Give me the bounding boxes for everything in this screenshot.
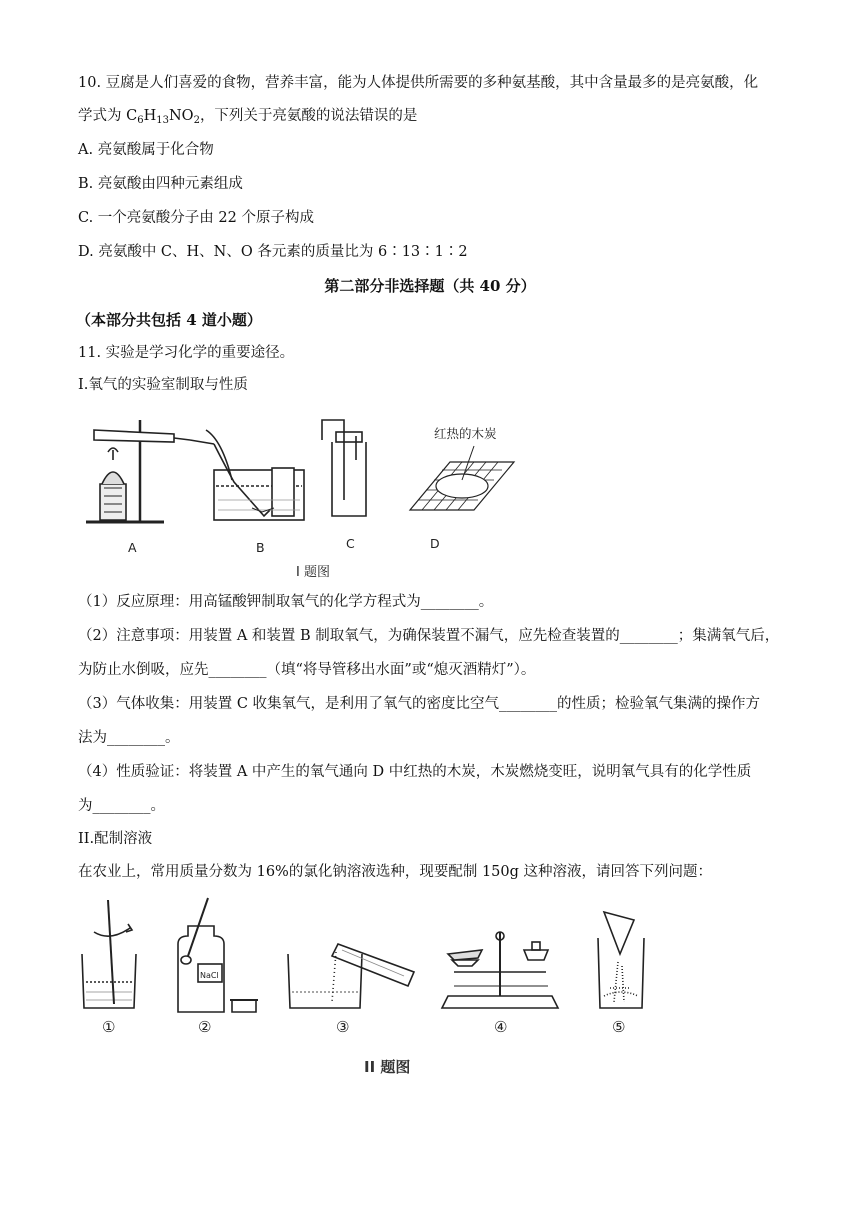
step1-stirring-illustration (82, 900, 136, 1008)
q10-option-c: C. 一个亮氨酸分子由 22 个原子构成 (78, 210, 314, 226)
part2-title: 第二部分非选择题（共 40 分） (324, 277, 536, 295)
label-c: C (346, 536, 355, 551)
q11-sub1: （1）反应原理：用高锰酸钾制取氧气的化学方程式为________。 (78, 594, 494, 610)
label-d: D (430, 536, 440, 551)
q11-stem: 11. 实验是学习化学的重要途径。 (78, 345, 295, 361)
q11-sub3-line1: （3）气体收集：用装置 C 收集氧气，是利用了氧气的密度比空气________的性质；检验氧气集满的操作方 (78, 696, 761, 712)
step-label-3: ③ (336, 1018, 350, 1036)
figure-solution-preparation (74, 892, 654, 1080)
label-red-hot-charcoal: 红热的木炭 (434, 426, 497, 441)
apparatus-d-illustration (410, 446, 514, 510)
formula-sub-o: 2 (193, 115, 200, 126)
nacl-bottle-label: NaCl (200, 971, 219, 980)
figure1-caption: I 题图 (296, 565, 330, 580)
apparatus-c-illustration (322, 420, 366, 516)
label-b: B (256, 540, 265, 555)
step-label-1: ① (102, 1018, 116, 1036)
q11-section2-title: II.配制溶液 (78, 831, 153, 847)
formula-no: NO (168, 108, 194, 124)
q11-sub4-line2: 为________。 (78, 798, 165, 814)
step5-adding-solid-illustration (598, 912, 644, 1008)
q10-option-a: A. 亮氨酸属于化合物 (78, 142, 214, 158)
q10-stem-pre: 学式为 C (78, 108, 138, 124)
q11-section1-title: I.氧气的实验室制取与性质 (78, 377, 248, 393)
apparatus-a-illustration (86, 420, 214, 522)
q11-sub2-line1: （2）注意事项：用装置 A 和装置 B 制取氧气，为确保装置不漏气，应先检查装置的________；集满氧气后， (78, 628, 780, 644)
q11-sub3-line2: 法为________。 (78, 730, 180, 746)
figure-oxygen-apparatus (74, 400, 524, 582)
q10-stem-post: ，下列关于亮氨酸的说法错误的是 (199, 108, 418, 124)
step-label-2: ② (198, 1018, 212, 1036)
formula-sub-h: 13 (156, 115, 169, 126)
q10-option-b: B. 亮氨酸由四种元素组成 (78, 176, 243, 192)
step3-pouring-illustration (288, 944, 414, 1008)
part2-note: （本部分共包括 4 道小题） (76, 311, 262, 329)
q10-stem-line1: 10. 豆腐是人们喜爱的食物，营养丰富，能为人体提供所需要的多种氨基酸，其中含量最多的是亮氨酸，化 (78, 75, 759, 91)
formula-h: H (143, 108, 157, 124)
q11-sub4-line1: （4）性质验证：将装置 A 中产生的氧气通向 D 中红热的木炭，木炭燃烧变旺，说明氧气具有的化学性质 (78, 764, 752, 780)
q11-sub2-line2: 为防止水倒吸，应先________（填“将导管移出水面”或“熄灭酒精灯”）。 (78, 662, 536, 678)
figure2-caption: II 题图 (364, 1058, 411, 1076)
apparatus-b-illustration (206, 430, 304, 520)
formula-sub-c: 6 (137, 115, 144, 126)
step2-nacl-bottle-illustration (178, 898, 258, 1012)
step-label-5: ⑤ (612, 1018, 626, 1036)
q10-stem-line2 (78, 106, 417, 126)
label-a: A (128, 540, 137, 555)
step-label-4: ④ (494, 1018, 508, 1036)
q11-section2-stem: 在农业上，常用质量分数为 16%的氯化钠溶液选种，现要配制 150g 这种溶液，请回答下列问题： (78, 864, 713, 880)
step4-balance-illustration (442, 932, 558, 1008)
q10-option-d: D. 亮氨酸中 C、H、N、O 各元素的质量比为 6∶13∶1∶2 (78, 244, 468, 260)
